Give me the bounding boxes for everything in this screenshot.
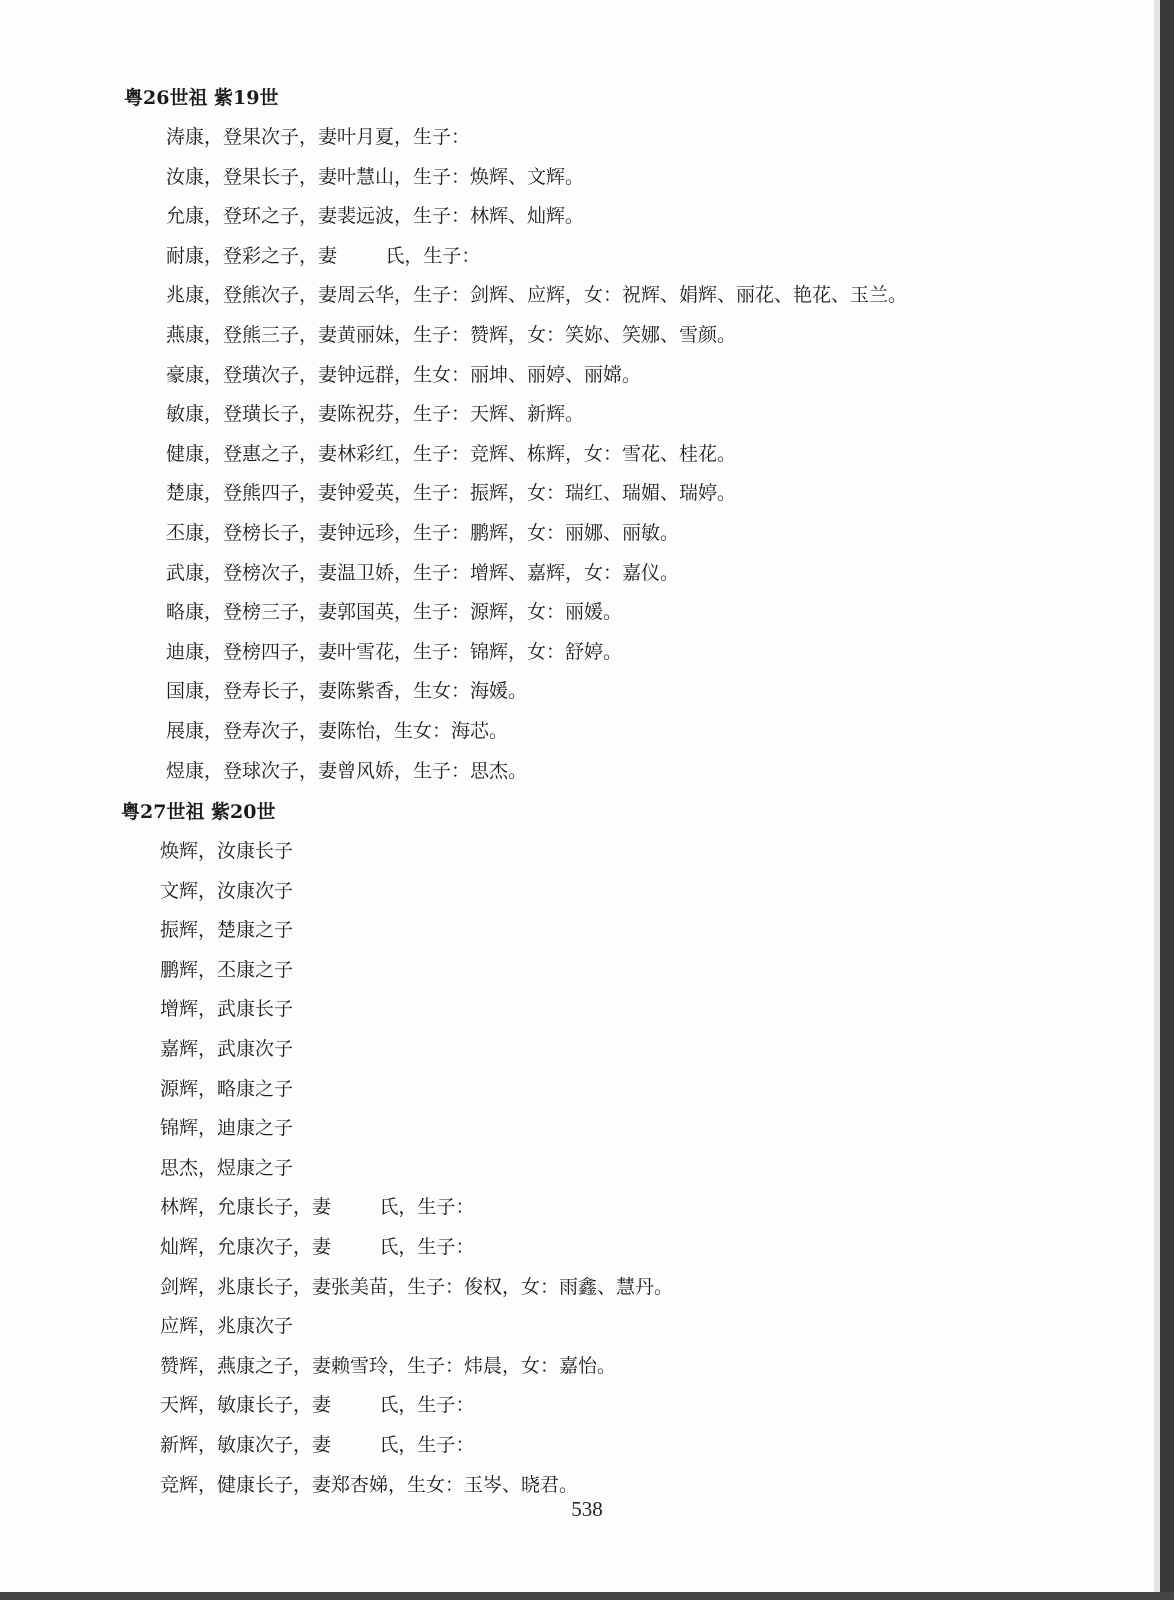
genealogy-entry: 增辉，武康长子: [160, 998, 294, 1021]
genealogy-entry: 敏康，登璜长子，妻陈祝芬，生子：天辉、新辉。: [166, 403, 585, 426]
genealogy-entry: 赞辉，燕康之子，妻赖雪玲，生子：炜晨，女：嘉怡。: [160, 1354, 617, 1377]
scan-edge-bottom: [0, 1592, 1174, 1600]
entry-list: [0, 832, 1160, 1505]
genealogy-entry: 涛康，登果次子，妻叶月夏，生子：: [166, 126, 471, 148]
genealogy-entry: 源辉，略康之子: [160, 1077, 294, 1100]
genealogy-entry: 豪康，登璜次子，妻钟远群，生女：丽坤、丽婷、丽嫦。: [166, 363, 642, 386]
scan-edge-right: [1160, 0, 1174, 1600]
genealogy-entry: 武康，登榜次子，妻温卫娇，生子：增辉、嘉辉，女：嘉仪。: [166, 561, 680, 584]
section-heading: 粤27世祖 紫20世: [121, 801, 276, 823]
genealogy-entry: 思杰，煜康之子: [160, 1156, 294, 1179]
genealogy-entry: 略康，登榜三子，妻郭国英，生子：源辉，女：丽媛。: [166, 601, 623, 624]
genealogy-entry: 天辉，敏康长子，妻 氏，生子：: [160, 1394, 475, 1417]
section-heading: 粤26世祖 紫19世: [124, 87, 279, 109]
entry-list: [0, 118, 1160, 791]
genealogy-entry: 汝康，登果长子，妻叶慧山，生子：焕辉、文辉。: [166, 165, 585, 188]
genealogy-entry: 新辉，敏康次子，妻 氏，生子：: [160, 1433, 475, 1456]
genealogy-entry: 嘉辉，武康次子: [160, 1037, 294, 1060]
genealogy-entry: 灿辉，允康次子，妻 氏，生子：: [160, 1235, 475, 1258]
genealogy-entry: 剑辉，兆康长子，妻张美苗，生子：俊权，女：雨鑫、慧丹。: [160, 1275, 674, 1298]
generation-section-26: [0, 78, 1160, 791]
genealogy-entry: 锦辉，迪康之子: [160, 1117, 294, 1140]
genealogy-entry: 文辉，汝康次子: [160, 879, 294, 902]
genealogy-entry: 健康，登惠之子，妻林彩红，生子：竞辉、栋辉，女：雪花、桂花。: [166, 442, 737, 465]
generation-section-27: [0, 792, 1160, 1505]
genealogy-entry: 竞辉，健康长子，妻郑杏娣，生女：玉岑、晓君。: [160, 1473, 579, 1496]
genealogy-entry: 焕辉，汝康长子: [160, 840, 294, 862]
genealogy-entry: 兆康，登熊次子，妻周云华，生子：剑辉、应辉，女：祝辉、娟辉、丽花、艳花、玉兰。: [166, 284, 908, 307]
genealogy-entry: 允康，登环之子，妻裴远波，生子：林辉、灿辉。: [166, 205, 585, 228]
genealogy-entry: 振辉，楚康之子: [160, 919, 294, 942]
genealogy-entry: 煜康，登球次子，妻曾风娇，生子：思杰。: [166, 759, 528, 782]
genealogy-entry: 丕康，登榜长子，妻钟远珍，生子：鹏辉，女：丽娜、丽敏。: [166, 521, 680, 544]
genealogy-entry: 应辉，兆康次子: [160, 1315, 294, 1338]
genealogy-entry: 国康，登寿长子，妻陈紫香，生女：海媛。: [166, 680, 528, 703]
genealogy-entry: 燕康，登熊三子，妻黄丽妹，生子：赞辉，女：笑妳、笑娜、雪颜。: [166, 323, 737, 346]
genealogy-entry: 耐康，登彩之子，妻 氏，生子：: [166, 244, 481, 267]
genealogy-entry: 楚康，登熊四子，妻钟爱英，生子：振辉，女：瑞红、瑞媚、瑞婷。: [166, 482, 737, 505]
genealogy-entry: 展康，登寿次子，妻陈怡，生女：海芯。: [166, 719, 509, 742]
genealogy-entry: 林辉，允康长子，妻 氏，生子：: [160, 1196, 475, 1219]
genealogy-entry: 鹏辉，丕康之子: [160, 958, 294, 981]
genealogy-entry: 迪康，登榜四子，妻叶雪花，生子：锦辉，女：舒婷。: [166, 640, 623, 663]
page-number: 538: [571, 1497, 603, 1521]
